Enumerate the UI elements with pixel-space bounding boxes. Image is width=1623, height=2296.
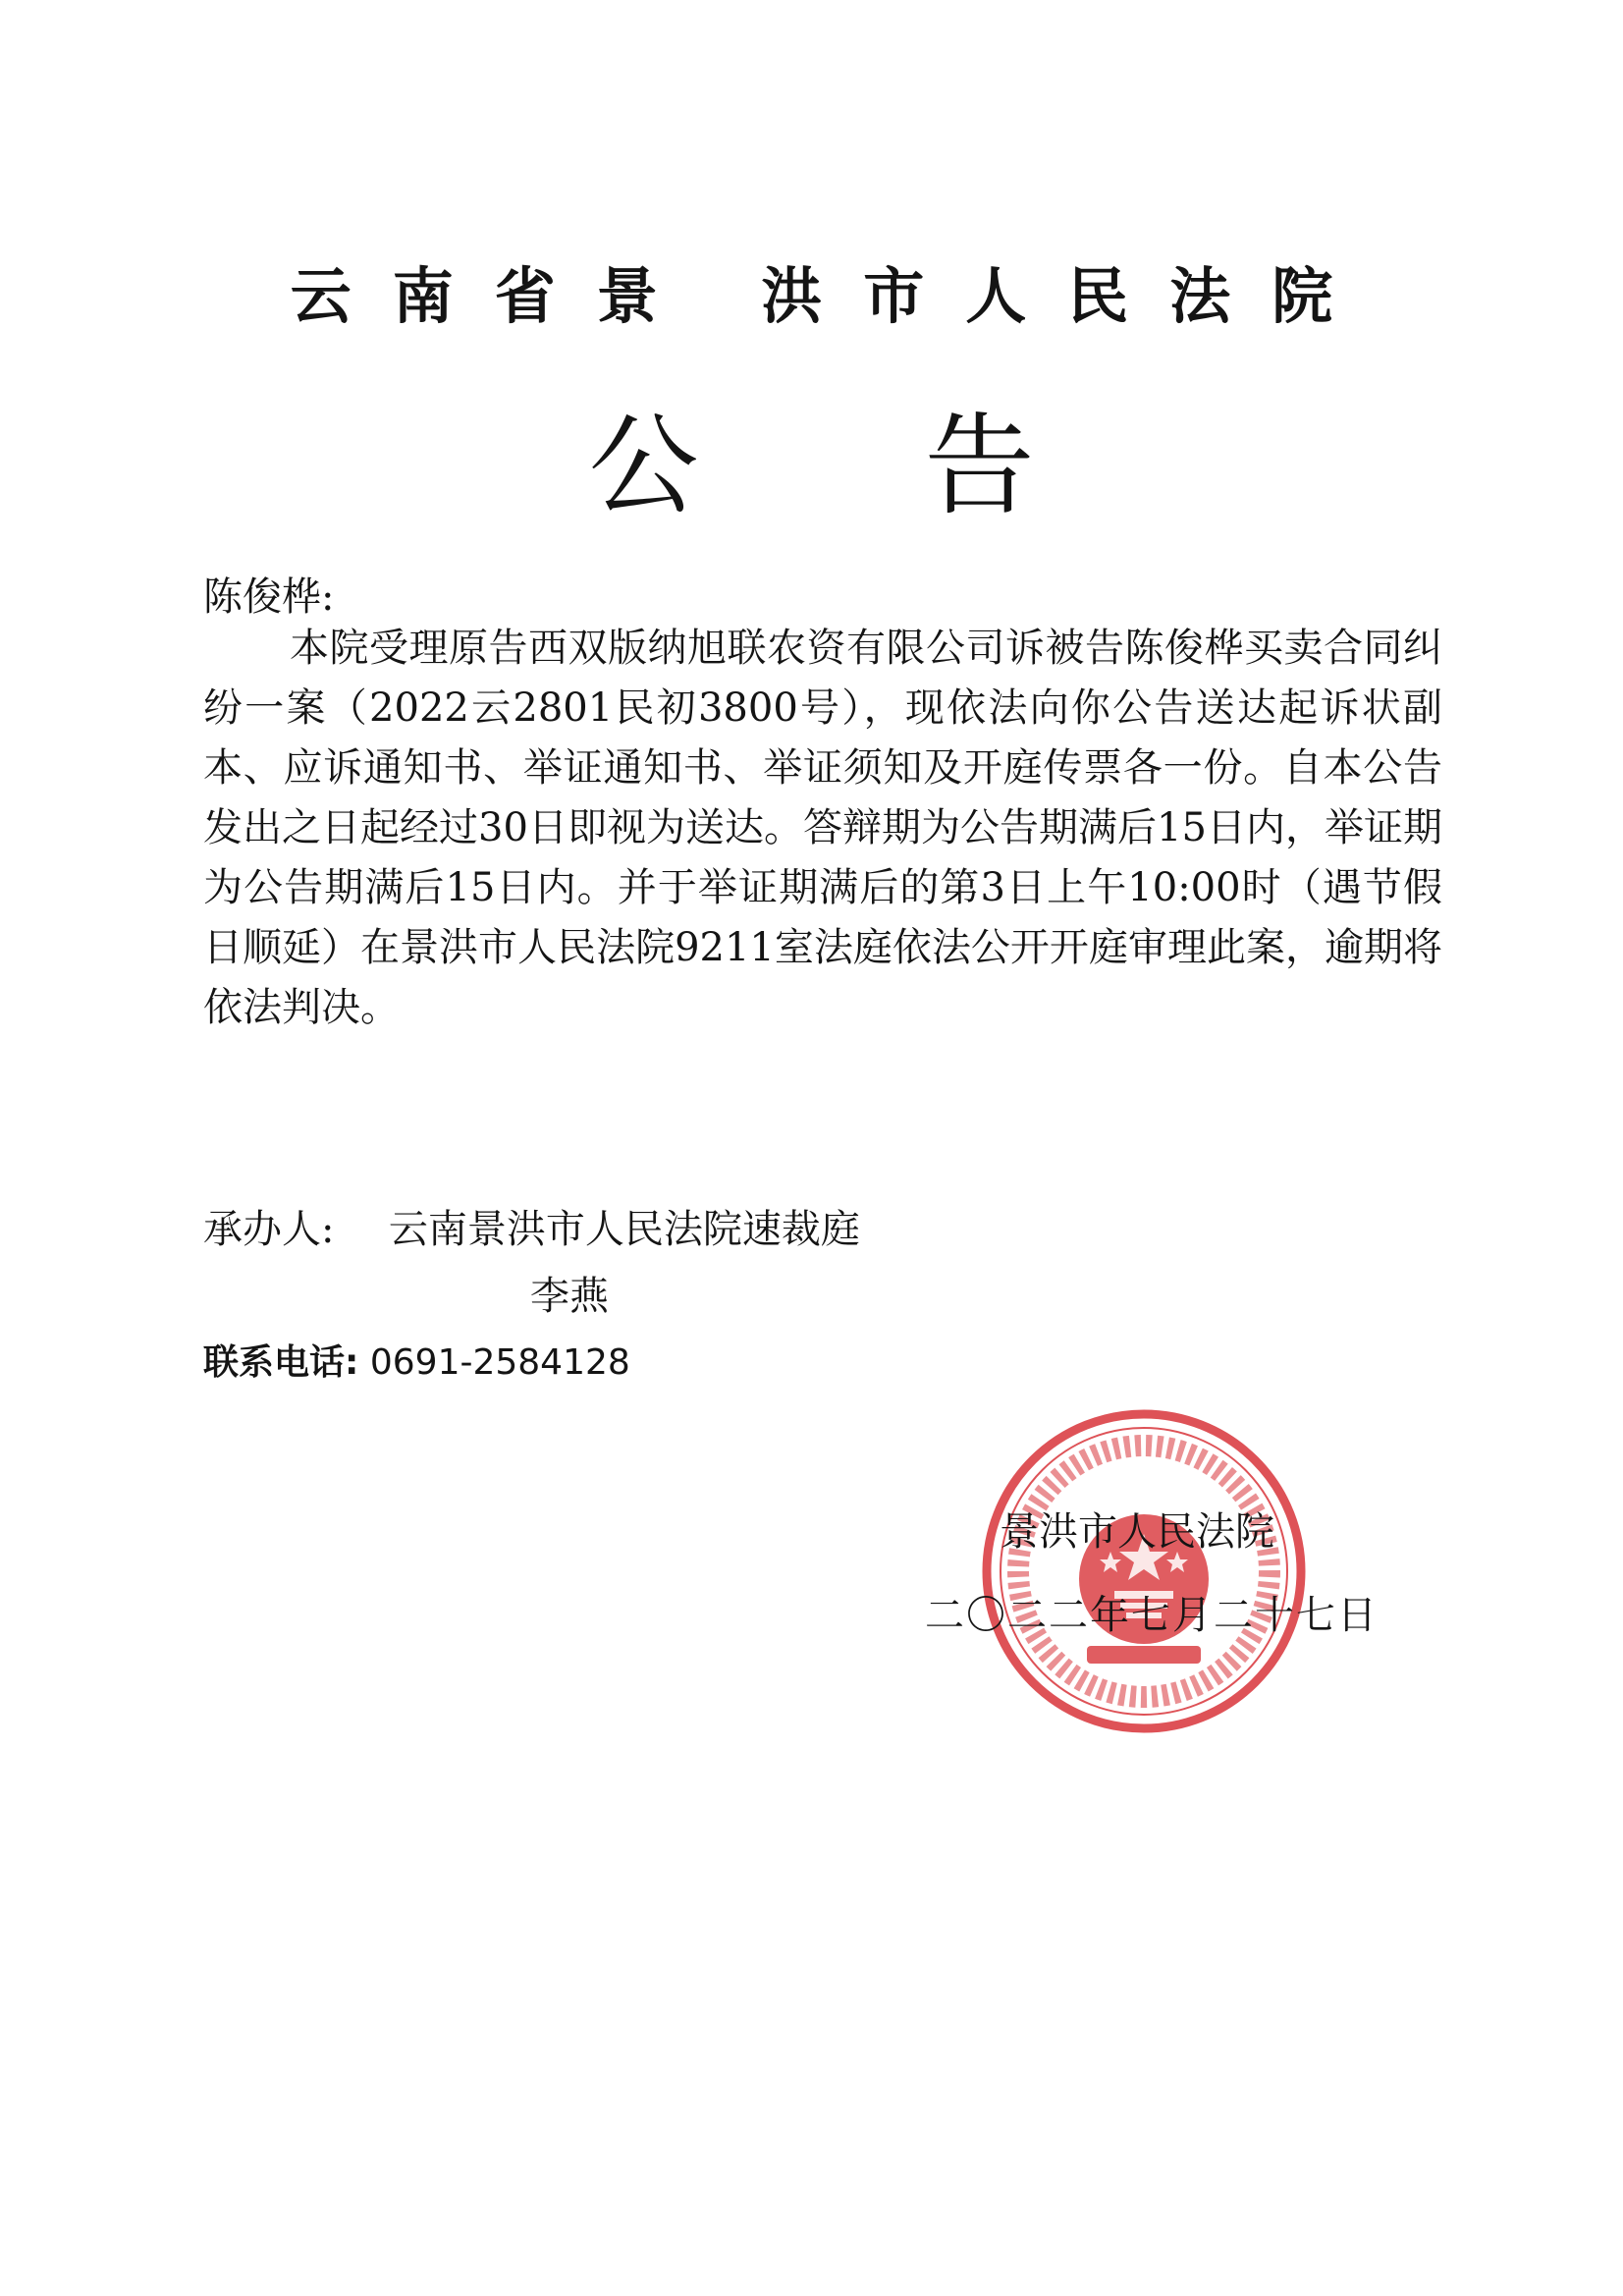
issuer-name: 景洪市人民法院 [1000, 1509, 1274, 1555]
addressee: 陈俊桦: [203, 574, 335, 620]
contact-line [203, 1334, 630, 1393]
notice-title: 公告 [588, 403, 1261, 530]
handler-line [203, 1200, 860, 1259]
court-name-heading: 云南省景 洪市人民法院 [290, 260, 1375, 332]
contact-label: 联系电话: [203, 1342, 359, 1383]
handler-department: 云南景洪市人民法院速裁庭 [388, 1207, 860, 1252]
handler-name: 李燕 [530, 1274, 609, 1319]
issue-date: 二〇二二年七月二十七日 [925, 1593, 1379, 1638]
court-seal-icon [977, 1404, 1311, 1738]
notice-body: 本院受理原告西双版纳旭联农资有限公司诉被告陈俊桦买卖合同纠纷一案（2022云2801民初3800号），现依法向你公告送达起诉状副本、应诉通知书、举证通知书、举证须知及开庭传票各一份。自本公告发出之日起经过30日即视为送达。答辩期为公告期满后15日内，举证期为公告期满后15日内。并于举证期满后的第3日上午10:00时（遇节假日顺延）在景洪市人民法院9211室法庭依法公开开庭审理此案，逾期将依法判决。 [203, 626, 1442, 1030]
contact-phone: 0691-2584128 [369, 1342, 630, 1383]
handler-label: 承办人: [203, 1207, 335, 1252]
